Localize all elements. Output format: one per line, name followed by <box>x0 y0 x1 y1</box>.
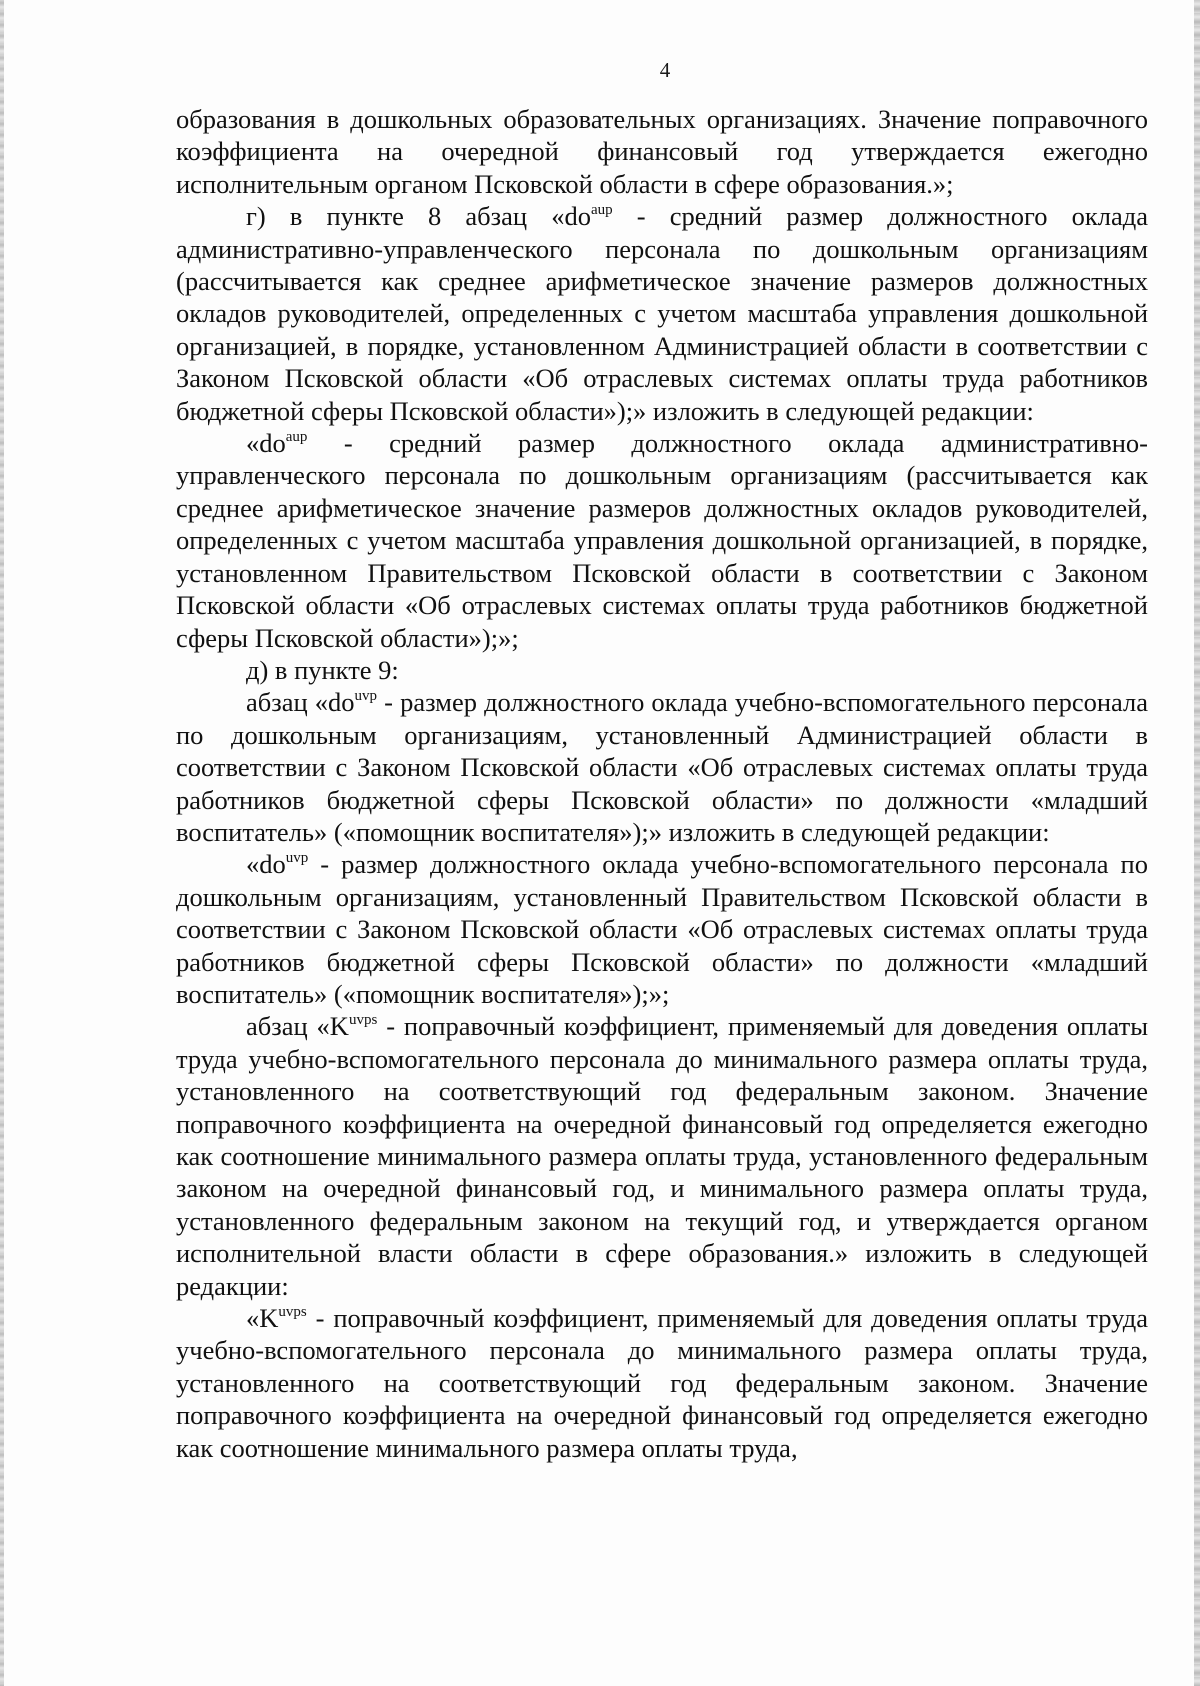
superscript: uvp <box>285 850 309 867</box>
paragraph-text-post: - размер должностного оклада учебно-вспомогательного персонала по дошкольным организациям, установленный Правительством Псковской области в соответствии с Законом Псковской области «Об отраслевых системах оплаты труда работников бюджетной сферы Псковской области» по должности «младший воспитатель» («помощник воспитателя»);»; <box>176 849 1148 1009</box>
paragraph-text-pre: абзац «do <box>246 687 355 718</box>
paragraph-old-wording-uvp <box>176 686 1148 848</box>
scan-edge-left <box>0 0 4 1686</box>
paragraph-text-pre: абзац «K <box>246 1011 349 1042</box>
paragraph-continuation: образования в дошкольных образовательных организациях. Значение поправочного коэффициента на очередной финансовый год утверждается ежегодно исполнительным органом Псковской области в сфере образования.»; <box>176 104 1148 199</box>
paragraph-text-post: - поправочный коэффициент, применяемый для доведения оплаты труда учебно-вспомогательного персонала до минимального размера оплаты труда, установленного на соответствующий год федеральным законом. Значение поправочного коэффициента на очередной финансовый год определяется ежегодно как соотношение минимального размера оплаты труда, установленного федеральным законом на очередной финансовый год, и минимального размера оплаты труда, установленного федеральным законом на текущий год, и утверждается органом исполнительной власти области в сфере образования.» изложить в следующей редакции: <box>176 1011 1148 1301</box>
paragraph-text-pre: «do <box>246 849 286 880</box>
superscript: aup <box>590 202 613 219</box>
paragraph-text-pre: «K <box>246 1303 279 1334</box>
superscript: uvp <box>354 688 378 705</box>
document-body <box>176 103 1148 1464</box>
paragraph-item-d: д) в пункте 9: <box>246 654 399 685</box>
paragraph-new-wording-aup <box>176 427 1148 654</box>
paragraph-new-wording-uvp <box>176 848 1148 1010</box>
paragraph-new-wording-kuvps <box>176 1302 1148 1464</box>
superscript: aup <box>285 429 308 446</box>
superscript: uvps <box>278 1304 307 1321</box>
superscript: uvps <box>348 1012 378 1029</box>
paragraph-old-wording-kuvps <box>176 1010 1148 1302</box>
paragraph-text-post: - средний размер должностного оклада административно-управленческого персонала по дошкольным организациям (рассчитывается как среднее арифметическое значение размеров должностных окладов руководителей, определенных с учетом масштаба управления дошкольной организацией, в порядке, установленном Правительством Псковской области в соответствии с Законом Псковской области «Об отраслевых системах оплаты труда работников бюджетной сферы Псковской области»);»; <box>176 428 1148 653</box>
page-number: 4 <box>659 58 671 82</box>
paragraph-item-g <box>176 200 1148 427</box>
paragraph-text-post: - размер должностного оклада учебно-вспомогательного персонала по дошкольным организациям, установленный Администрацией области в соответствии с Законом Псковской области «Об отраслевых системах оплаты труда работников бюджетной сферы Псковской области» по должности «младший воспитатель» («помощник воспитателя»);» изложить в следующей редакции: <box>176 687 1148 847</box>
scan-edge-right <box>1194 0 1200 1686</box>
paragraph-text-post: - поправочный коэффициент, применяемый для доведения оплаты труда учебно-вспомогательного персонала до минимального размера оплаты труда, установленного на соответствующий год федеральным законом. Значение поправочного коэффициента на очередной финансовый год определяется ежегодно как соотношение минимального размера оплаты труда, <box>176 1303 1148 1463</box>
paragraph-text-pre: «do <box>246 428 286 459</box>
paragraph-text-pre: г) в пункте 8 абзац «do <box>246 201 591 232</box>
paragraph-text-post: - средний размер должностного оклада административно-управленческого персонала по дошкольным организациям (рассчитывается как среднее арифметическое значение размеров должностных окладов руководителей, определенных с учетом масштаба управления дошкольной организацией, в порядке, установленном Администрацией области в соответствии с Законом Псковской области «Об отраслевых системах оплаты труда работников бюджетной сферы Псковской области»);» изложить в следующей редакции: <box>176 201 1148 426</box>
